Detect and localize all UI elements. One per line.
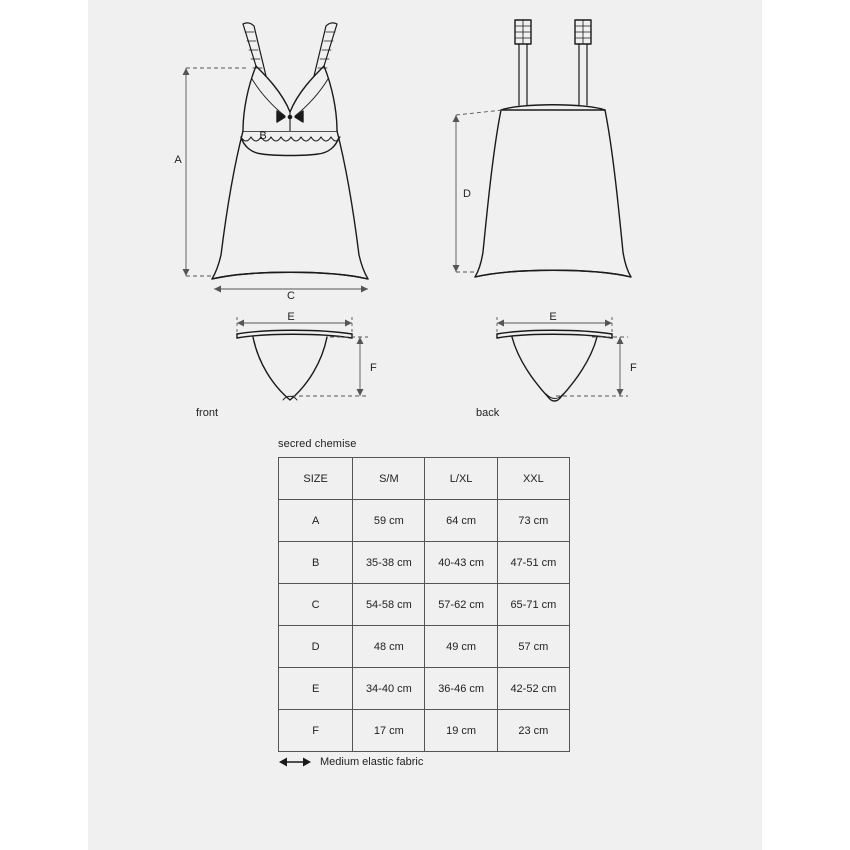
back-top-edge — [501, 105, 605, 110]
front-strap-right-outer — [324, 24, 337, 66]
table-row — [279, 500, 570, 542]
letter-e-back: E — [549, 311, 557, 323]
cell-d-xxl: 57 cm — [497, 626, 569, 668]
front-strap-left-top — [243, 23, 254, 26]
front-strap-left-outer — [243, 24, 256, 66]
cell-b-lxl: 40-43 cm — [425, 542, 497, 584]
cell-a-lxl: 64 cm — [425, 500, 497, 542]
cell-c-lxl: 57-62 cm — [425, 584, 497, 626]
cell-f-sm: 17 cm — [353, 710, 425, 752]
cell-c-xxl: 65-71 cm — [497, 584, 569, 626]
back-thong-string-left — [512, 337, 549, 398]
dim-f-back-arrow-bottom — [617, 389, 624, 396]
dim-e-front-arrow-right — [345, 320, 352, 327]
dim-d-ext-top — [456, 110, 503, 115]
front-thong-waistband-top — [237, 330, 352, 334]
cell-f-lxl: 19 cm — [425, 710, 497, 752]
front-bow-knot — [288, 115, 293, 120]
cell-d-lxl: 49 cm — [425, 626, 497, 668]
header-size: SIZE — [279, 458, 353, 500]
dim-c-arrow-right — [361, 286, 368, 293]
header-lxl: L/XL — [425, 458, 497, 500]
letter-f-back: F — [630, 362, 637, 374]
table-caption: secred chemise — [278, 438, 357, 450]
letter-e-front: E — [287, 311, 295, 323]
cell-e-sm: 34-40 cm — [353, 668, 425, 710]
letter-b: B — [259, 130, 267, 142]
row-label-a: A — [279, 500, 353, 542]
front-bust-band-lower — [241, 137, 339, 156]
row-label-d: D — [279, 626, 353, 668]
cell-c-sm: 54-58 cm — [353, 584, 425, 626]
table-header-row — [279, 458, 570, 500]
dim-c-arrow-left — [214, 286, 221, 293]
cell-b-xxl: 47-51 cm — [497, 542, 569, 584]
header-sm: S/M — [353, 458, 425, 500]
legend-label: Medium elastic fabric — [320, 756, 424, 768]
dim-d-arrow-top — [453, 115, 460, 122]
double-arrow-icon — [278, 756, 312, 768]
cell-a-xxl: 73 cm — [497, 500, 569, 542]
table-row — [279, 542, 570, 584]
table-row — [279, 710, 570, 752]
cell-f-xxl: 23 cm — [497, 710, 569, 752]
row-label-b: B — [279, 542, 353, 584]
back-thong-waistband-top — [497, 330, 612, 334]
table-row — [279, 668, 570, 710]
front-thong-panel — [253, 337, 327, 400]
cell-e-xxl: 42-52 cm — [497, 668, 569, 710]
dim-a-arrow-top — [183, 68, 190, 75]
dim-f-front-arrow-top — [357, 337, 364, 344]
table-row — [279, 584, 570, 626]
dim-a-arrow-bottom — [183, 269, 190, 276]
size-table-block — [278, 438, 570, 752]
legend — [278, 756, 423, 768]
back-view-label: back — [476, 407, 500, 419]
letter-a: A — [174, 154, 182, 166]
front-view-label: front — [196, 407, 219, 419]
table-row — [279, 626, 570, 668]
cell-a-sm: 59 cm — [353, 500, 425, 542]
front-strap-lace-detail — [245, 32, 335, 68]
dim-e-back-arrow-right — [605, 320, 612, 327]
back-dress-body — [475, 110, 631, 277]
letter-c: C — [287, 290, 295, 302]
size-table — [278, 457, 570, 752]
letter-f-front: F — [370, 362, 377, 374]
row-label-f: F — [279, 710, 353, 752]
letter-d: D — [463, 188, 471, 200]
dim-f-back-arrow-top — [617, 337, 624, 344]
dim-d-arrow-bottom — [453, 265, 460, 272]
cell-e-lxl: 36-46 cm — [425, 668, 497, 710]
cell-d-sm: 48 cm — [353, 626, 425, 668]
dim-e-back-arrow-left — [497, 320, 504, 327]
dim-f-front-arrow-bottom — [357, 389, 364, 396]
row-label-c: C — [279, 584, 353, 626]
cell-b-sm: 35-38 cm — [353, 542, 425, 584]
front-strap-right-top — [326, 23, 337, 26]
dim-e-front-arrow-left — [237, 320, 244, 327]
header-xxl: XXL — [497, 458, 569, 500]
back-thong-string-right — [560, 337, 597, 398]
row-label-e: E — [279, 668, 353, 710]
